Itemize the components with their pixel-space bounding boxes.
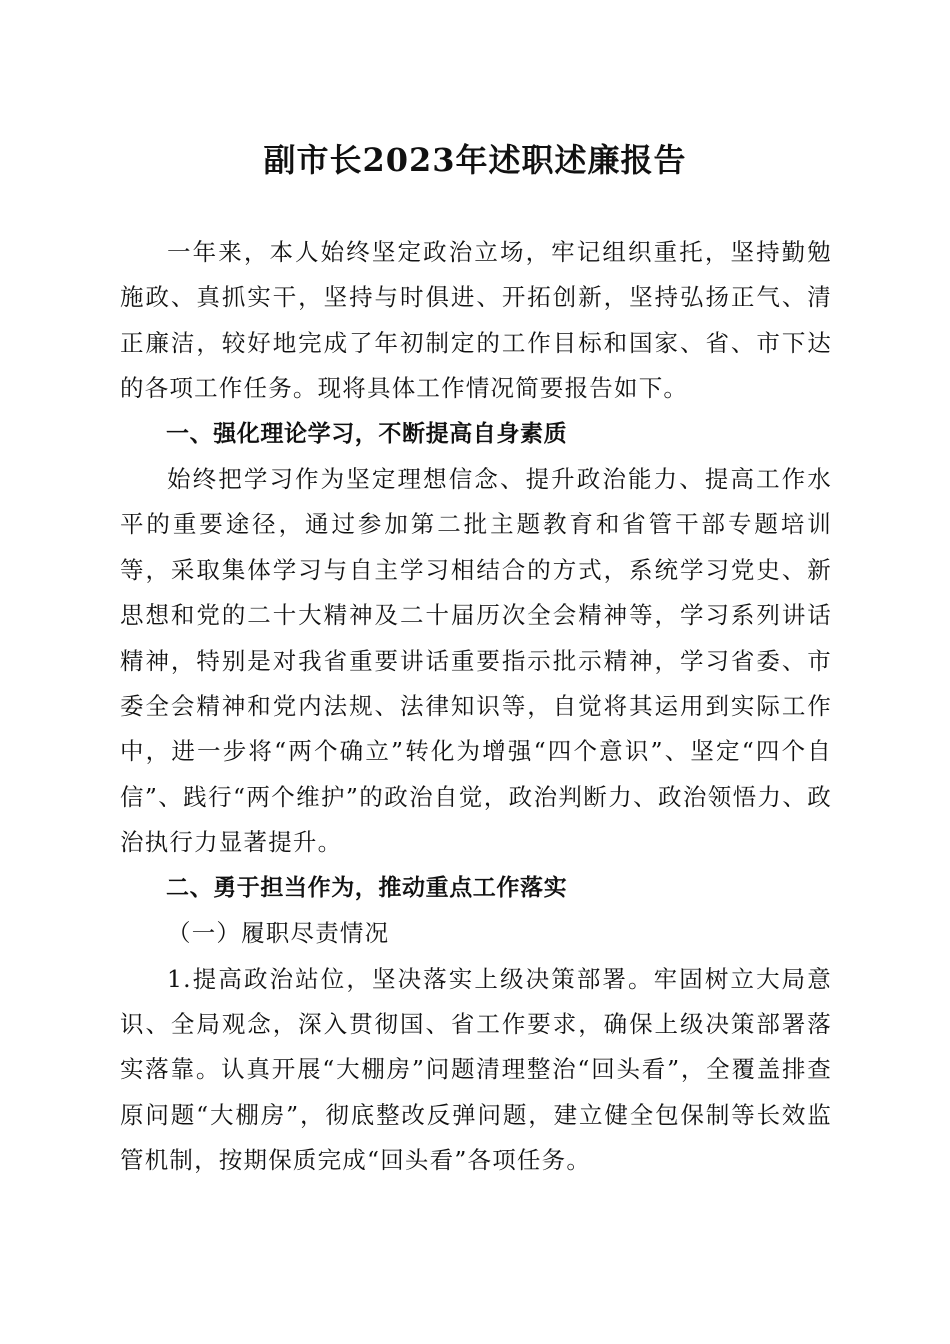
intro-paragraph: 一年来，本人始终坚定政治立场，牢记组织重托，坚持勤勉施政、真抓实干，坚持与时俱进、开拓创新，坚持弘扬正气、清正廉洁，较好地完成了年初制定的工作目标和国家、省、市下达的各项工作任务。现将具体工作情况简要报告如下。 (120, 238, 832, 403)
document-title: 副市长2023年述职述廉报告 (263, 141, 687, 179)
section-1-paragraph: 始终把学习作为坚定理想信念、提升政治能力、提高工作水平的重要途径，通过参加第二批主题教育和省管干部专题培训等，采取集体学习与自主学习相结合的方式，系统学习党史、新思想和党的二十大精神及二十届历次全会精神等，学习系列讲话精神，特别是对我省重要讲话重要指示批示精神，学习省委、市委全会精神和党内法规、法律知识等，自觉将其运用到实际工作中，进一步将“两个确立”转化为增强“四个意识”、坚定“四个自信”、践行“两个维护”的政治自觉，政治判断力、政治领悟力、政治执行力显著提升。 (120, 465, 832, 857)
section-2-heading: 二、勇于担当作为，推动重点工作落实 (166, 874, 568, 901)
document-body (120, 230, 832, 1184)
section-1-heading: 一、强化理论学习，不断提高自身素质 (166, 420, 568, 447)
subsection-1-heading: （一）履职尽责情况 (167, 919, 390, 948)
item-1-paragraph: 1.提高政治站位，坚决落实上级决策部署。牢固树立大局意识、全局观念，深入贯彻国、省工作要求，确保上级决策部署落实落靠。认真开展“大棚房”问题清理整治“回头看”，全覆盖排查原问题“大棚房”，彻底整改反弹问题，建立健全包保制等长效监管机制，按期保质完成“回头看”各项任务。 (120, 964, 832, 1175)
